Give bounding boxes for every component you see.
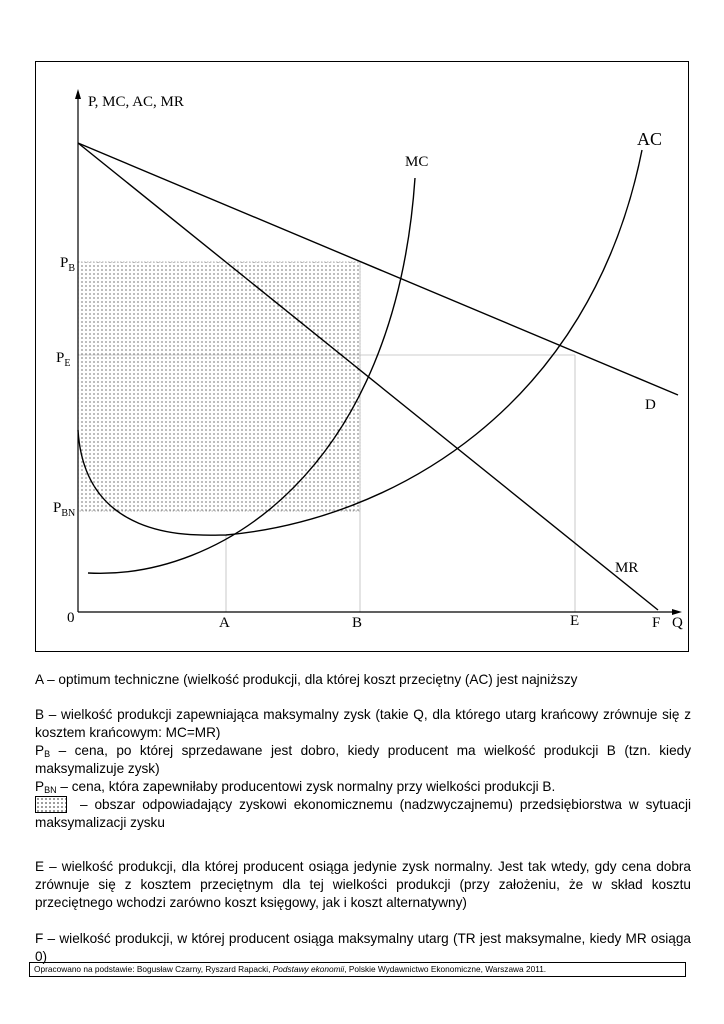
profit-area-swatch-icon (35, 796, 67, 813)
mc-label: MC (405, 154, 429, 170)
source-citation: Opracowano na podstawie: Bogusław Czarny, Ryszard Rapacki, Podstawy ekonomii, Polskie Wydawnictwo Ekonomiczne, Warszawa 2011. (34, 964, 547, 974)
legend-f-text: F – wielkość produkcji, w której producent osiąga maksymalny utarg (TR jest maksymalne, kiedy MR osiąga 0) (35, 931, 691, 964)
pb-axis-label: $P_B$ (60, 255, 76, 274)
legend-area: – obszar odpowiadający zyskowi ekonomicznemu (nadzwyczajnemu) przedsiębiorstwa w sytuacji maksymalizacji zysku (35, 797, 691, 830)
x-axis-label: Q (672, 615, 683, 631)
legend-pbn: $P_{BN}$ – cena, która zapewniłaby producentowi zysk normalny przy wielkości produkcji B. (35, 779, 556, 795)
quantity-label-e: E (570, 613, 580, 629)
legend-e-text: E – wielkość produkcji, dla której producent osiąga jedynie zysk normalny. Jest tak wtedy, gdy cena dobra zrównuje się z kosztem przeciętnym dla tej wielkości produkcji (przy założeniu, że w skład kosztu przeciętnego wchodzi zarówno koszt księgowy, jak i koszt alternatywny) (35, 859, 691, 910)
source-box (29, 962, 686, 977)
legend-a (35, 671, 691, 689)
legend-a-text: A – optimum techniczne (wielkość produkcji, dla której koszt przeciętny (AC) jest najniższy (35, 672, 578, 687)
pe-axis-label: $P_E$ (56, 350, 71, 369)
legend-f (35, 930, 691, 966)
legend-e (35, 858, 691, 912)
ac-label: AC (637, 129, 663, 149)
quantity-label-f: F (652, 615, 661, 631)
quantity-label-a: A (219, 615, 230, 631)
pbn-axis-label: $P_{BN}$ (53, 500, 76, 519)
y-axis-arrow-icon (75, 89, 81, 99)
profit-area (78, 262, 360, 511)
origin-label: 0 (67, 610, 75, 626)
quantity-label-b: B (352, 615, 363, 631)
legend-b-block (35, 706, 691, 832)
mr-label: MR (615, 560, 639, 576)
d-label: D (645, 397, 656, 413)
legend-pb: $P_B$ – cena, po której sprzedawane jest dobro, kiedy producent ma wielkość produkcji B (tzn. kiedy maksymalizuje zysk) (35, 743, 691, 776)
legend-b-text: B – wielkość produkcji zapewniająca maksymalny zysk (takie Q, dla którego utarg krańcowy zrównuje się z kosztem krańcowym: MC=MR) (35, 707, 691, 740)
y-axis-label: P, MC, AC, MR (88, 94, 184, 110)
